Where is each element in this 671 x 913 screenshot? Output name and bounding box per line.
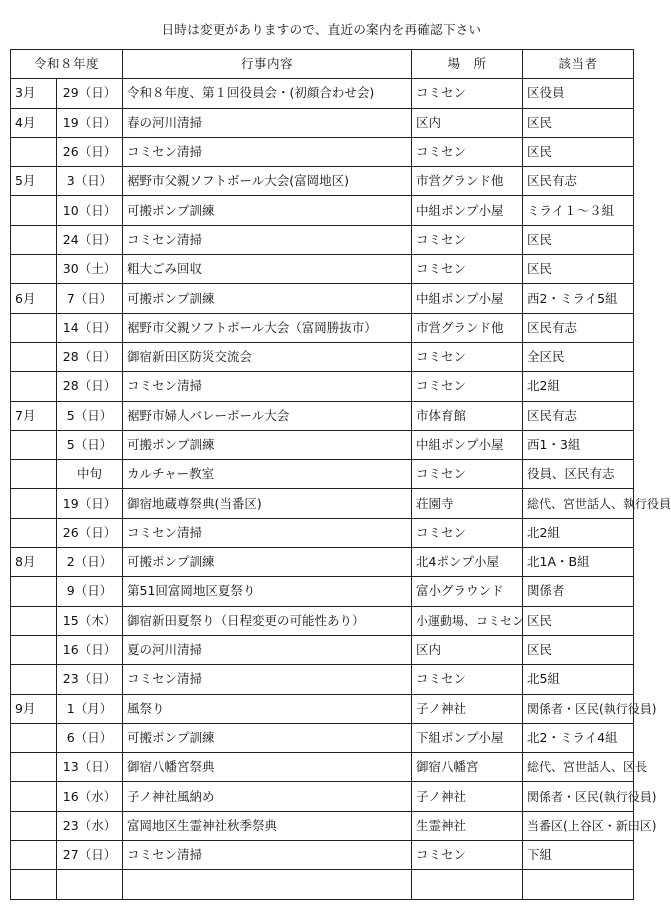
row-day: 1（月） xyxy=(57,694,123,723)
header-row xyxy=(11,50,634,79)
row-target: 北2・ミライ4組 xyxy=(523,723,634,752)
row-month xyxy=(11,635,57,664)
row-month xyxy=(11,811,57,840)
row-target: 西2・ミライ5組 xyxy=(523,284,634,313)
row-place: 中組ポンプ小屋 xyxy=(412,430,523,459)
row-place: 市体育館 xyxy=(412,401,523,430)
row-target: 区民有志 xyxy=(523,401,634,430)
row-day: 30（土） xyxy=(57,255,123,284)
row-event: 令和８年度、第１回役員会・(初顔合わせ会) xyxy=(123,79,412,108)
row-place: 子ノ神社 xyxy=(412,782,523,811)
row-event: 夏の河川清掃 xyxy=(123,635,412,664)
row-month xyxy=(11,665,57,694)
row-month xyxy=(11,372,57,401)
row-month xyxy=(11,255,57,284)
row-day: 16（水） xyxy=(57,782,123,811)
row-target: 役員、区民有志 xyxy=(523,460,634,489)
row-event: 裾野市父親ソフトボール大会(富岡地区) xyxy=(123,167,412,196)
row-day: 29（日） xyxy=(57,79,123,108)
row-place: コミセン xyxy=(412,518,523,547)
row-month xyxy=(11,489,57,518)
row-place: 北4ポンプ小屋 xyxy=(412,548,523,577)
table-row xyxy=(11,196,634,225)
table-row xyxy=(11,137,634,166)
row-event: 御宿八幡宮祭典 xyxy=(123,753,412,782)
row-day: 10（日） xyxy=(57,196,123,225)
row-place: 市営グランド他 xyxy=(412,167,523,196)
row-month xyxy=(11,577,57,606)
row-target: 西1・3組 xyxy=(523,430,634,459)
row-event: 可搬ポンプ訓練 xyxy=(123,723,412,752)
row-target: 関係者・区民(執行役員) xyxy=(523,694,634,723)
row-event: コミセン清掃 xyxy=(123,137,412,166)
table-row xyxy=(11,606,634,635)
row-month xyxy=(11,225,57,254)
row-place: 御宿八幡宮 xyxy=(412,753,523,782)
row-event: 粗大ごみ回収 xyxy=(123,255,412,284)
table-row xyxy=(11,548,634,577)
row-place: 中組ポンプ小屋 xyxy=(412,284,523,313)
table-row xyxy=(11,841,634,870)
row-target: 区役員 xyxy=(523,79,634,108)
row-day: 7（日） xyxy=(57,284,123,313)
table-row xyxy=(11,313,634,342)
table-row xyxy=(11,489,634,518)
row-day: 19（日） xyxy=(57,489,123,518)
row-event: 第51回富岡地区夏祭り xyxy=(123,577,412,606)
row-place: コミセン xyxy=(412,460,523,489)
row-month xyxy=(11,753,57,782)
header-target: 該当者 xyxy=(523,50,634,79)
row-target: ミライ１～３組 xyxy=(523,196,634,225)
row-target: 関係者・区民(執行役員) xyxy=(523,782,634,811)
row-target: 区民有志 xyxy=(523,313,634,342)
row-month: 8月 xyxy=(11,548,57,577)
row-day: 6（日） xyxy=(57,723,123,752)
row-target: 総代、宮世話人、区長 xyxy=(523,753,634,782)
row-month xyxy=(11,313,57,342)
row-month xyxy=(11,723,57,752)
row-day: 24（日） xyxy=(57,225,123,254)
row-target: 北2組 xyxy=(523,518,634,547)
row-event: コミセン清掃 xyxy=(123,665,412,694)
table-row xyxy=(11,167,634,196)
table-row xyxy=(11,518,634,547)
row-target: 区民 xyxy=(523,606,634,635)
row-event: 可搬ポンプ訓練 xyxy=(123,430,412,459)
blank-cell xyxy=(412,870,523,899)
row-target: 総代、宮世話人、執行役員 xyxy=(523,489,634,518)
row-place: 小運動場、コミセン xyxy=(412,606,523,635)
row-event: 裾野市父親ソフトボール大会（富岡勝抜市） xyxy=(123,313,412,342)
row-place: コミセン xyxy=(412,372,523,401)
row-place: 市営グランド他 xyxy=(412,313,523,342)
notice-text: 日時は変更がありますので、直近の案内を再確認下さい xyxy=(161,22,482,37)
row-month xyxy=(11,518,57,547)
row-event: コミセン清掃 xyxy=(123,518,412,547)
row-month: 3月 xyxy=(11,79,57,108)
header-event: 行事内容 xyxy=(123,50,412,79)
row-place: コミセン xyxy=(412,342,523,371)
row-event: コミセン清掃 xyxy=(123,225,412,254)
row-day: 中旬 xyxy=(57,460,123,489)
row-event: 風祭り xyxy=(123,694,412,723)
row-target: 区民 xyxy=(523,635,634,664)
row-month xyxy=(11,137,57,166)
row-place: 富小グラウンド xyxy=(412,577,523,606)
table-row xyxy=(11,108,634,137)
header-year: 令和８年度 xyxy=(11,50,123,79)
row-place: 生霊神社 xyxy=(412,811,523,840)
table-row xyxy=(11,694,634,723)
row-event: 可搬ポンプ訓練 xyxy=(123,548,412,577)
row-place: 下組ポンプ小屋 xyxy=(412,723,523,752)
row-month: 7月 xyxy=(11,401,57,430)
row-day: 9（日） xyxy=(57,577,123,606)
table-row xyxy=(11,782,634,811)
row-target: 北1A・B組 xyxy=(523,548,634,577)
row-day: 5（日） xyxy=(57,401,123,430)
row-place: コミセン xyxy=(412,665,523,694)
row-day: 23（水） xyxy=(57,811,123,840)
table-row xyxy=(11,255,634,284)
row-day: 19（日） xyxy=(57,108,123,137)
row-target: 北5組 xyxy=(523,665,634,694)
blank-cell xyxy=(11,870,57,899)
blank-row xyxy=(11,870,634,899)
row-target: 全区民 xyxy=(523,342,634,371)
row-place: コミセン xyxy=(412,841,523,870)
row-target: 当番区(上谷区・新田区) xyxy=(523,811,634,840)
row-day: 28（日） xyxy=(57,372,123,401)
table-row xyxy=(11,225,634,254)
row-place: コミセン xyxy=(412,79,523,108)
row-place: コミセン xyxy=(412,255,523,284)
row-target: 区民有志 xyxy=(523,167,634,196)
row-month: 5月 xyxy=(11,167,57,196)
row-month: 9月 xyxy=(11,694,57,723)
table-row xyxy=(11,79,634,108)
row-target: 下組 xyxy=(523,841,634,870)
row-day: 13（日） xyxy=(57,753,123,782)
table-row xyxy=(11,811,634,840)
row-place: 子ノ神社 xyxy=(412,694,523,723)
row-target: 区民 xyxy=(523,108,634,137)
row-target: 区民 xyxy=(523,137,634,166)
row-day: 14（日） xyxy=(57,313,123,342)
row-day: 15（木） xyxy=(57,606,123,635)
row-day: 3（日） xyxy=(57,167,123,196)
row-event: 子ノ神社風納め xyxy=(123,782,412,811)
header-place: 場 所 xyxy=(412,50,523,79)
row-month xyxy=(11,460,57,489)
row-month xyxy=(11,196,57,225)
table-row xyxy=(11,342,634,371)
table-row xyxy=(11,577,634,606)
row-event: 春の河川清掃 xyxy=(123,108,412,137)
row-place: 区内 xyxy=(412,108,523,137)
row-place: 荘園寺 xyxy=(412,489,523,518)
row-day: 23（日） xyxy=(57,665,123,694)
table-row xyxy=(11,635,634,664)
row-event: カルチャー教室 xyxy=(123,460,412,489)
table-row xyxy=(11,723,634,752)
row-day: 16（日） xyxy=(57,635,123,664)
row-event: 可搬ポンプ訓練 xyxy=(123,284,412,313)
row-event: 御宿地蔵尊祭典(当番区) xyxy=(123,489,412,518)
row-event: 富岡地区生霊神社秋季祭典 xyxy=(123,811,412,840)
row-month: 4月 xyxy=(11,108,57,137)
row-target: 関係者 xyxy=(523,577,634,606)
row-day: 26（日） xyxy=(57,137,123,166)
row-event: 御宿新田夏祭り（日程変更の可能性あり） xyxy=(123,606,412,635)
table-row xyxy=(11,284,634,313)
table-row xyxy=(11,372,634,401)
row-event: 可搬ポンプ訓練 xyxy=(123,196,412,225)
row-event: コミセン清掃 xyxy=(123,372,412,401)
table-row xyxy=(11,460,634,489)
blank-cell xyxy=(123,870,412,899)
row-day: 28（日） xyxy=(57,342,123,371)
row-month: 6月 xyxy=(11,284,57,313)
row-month xyxy=(11,430,57,459)
row-place: 中組ポンプ小屋 xyxy=(412,196,523,225)
table-row xyxy=(11,401,634,430)
row-event: 裾野市婦人バレーボール大会 xyxy=(123,401,412,430)
row-day: 27（日） xyxy=(57,841,123,870)
row-target: 北2組 xyxy=(523,372,634,401)
row-day: 5（日） xyxy=(57,430,123,459)
row-month xyxy=(11,606,57,635)
row-month xyxy=(11,342,57,371)
table-row xyxy=(11,665,634,694)
row-place: コミセン xyxy=(412,137,523,166)
blank-cell xyxy=(57,870,123,899)
row-day: 26（日） xyxy=(57,518,123,547)
blank-cell xyxy=(523,870,634,899)
schedule-table xyxy=(10,49,671,900)
row-place: コミセン xyxy=(412,225,523,254)
row-place: 区内 xyxy=(412,635,523,664)
row-event: コミセン清掃 xyxy=(123,841,412,870)
row-month xyxy=(11,782,57,811)
row-event: 御宿新田区防災交流会 xyxy=(123,342,412,371)
row-target: 区民 xyxy=(523,255,634,284)
row-day: 2（日） xyxy=(57,548,123,577)
row-target: 区民 xyxy=(523,225,634,254)
table-row xyxy=(11,430,634,459)
table-row xyxy=(11,753,634,782)
row-month xyxy=(11,841,57,870)
